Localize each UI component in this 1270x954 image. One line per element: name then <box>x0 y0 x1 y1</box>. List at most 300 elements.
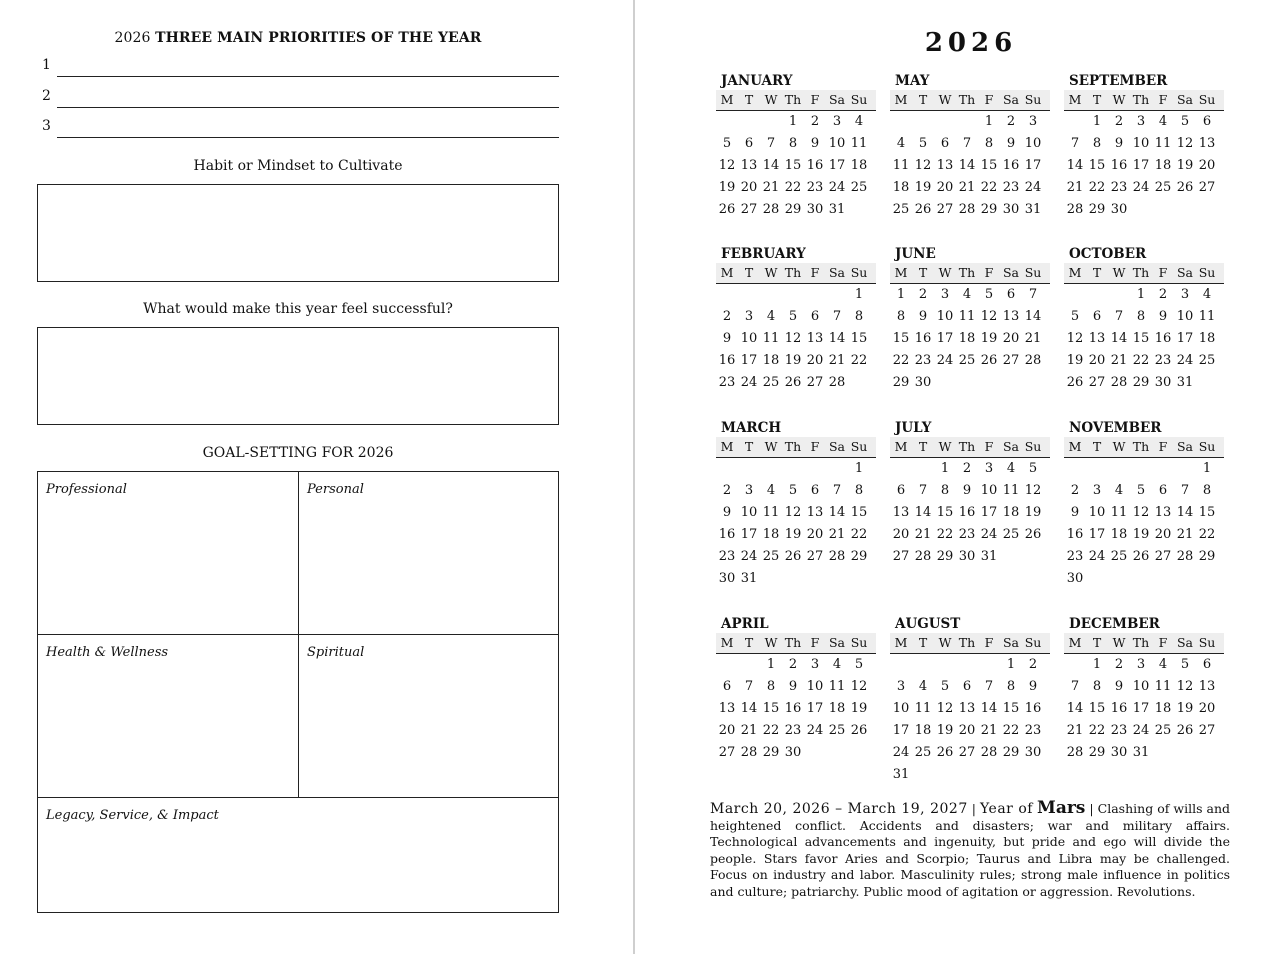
day-cell[interactable]: 13 <box>806 331 824 346</box>
day-cell[interactable]: 6 <box>744 136 754 151</box>
day-cell[interactable]: 1 <box>1202 461 1212 476</box>
day-cell[interactable]: 12 <box>936 701 954 716</box>
day-cell[interactable]: 2 <box>1158 287 1168 302</box>
day-cell[interactable]: 25 <box>1154 723 1172 738</box>
day-cell[interactable]: 17 <box>828 158 846 173</box>
day-cell[interactable]: 4 <box>832 657 842 672</box>
day-cell[interactable]: 8 <box>788 136 798 151</box>
day-cell[interactable]: 8 <box>854 483 864 498</box>
day-cell[interactable]: 26 <box>1066 375 1084 390</box>
day-cell[interactable]: 4 <box>1202 287 1212 302</box>
day-cell[interactable]: 25 <box>1154 180 1172 195</box>
day-cell[interactable]: 15 <box>850 331 868 346</box>
day-cell[interactable]: 25 <box>892 202 910 217</box>
day-cell[interactable]: 25 <box>914 745 932 760</box>
day-cell[interactable]: 16 <box>806 158 824 173</box>
day-cell[interactable]: 7 <box>1028 287 1038 302</box>
day-cell[interactable]: 10 <box>740 331 758 346</box>
day-cell[interactable]: 3 <box>1136 114 1146 129</box>
day-cell[interactable]: 8 <box>940 483 950 498</box>
day-cell[interactable]: 27 <box>1198 723 1216 738</box>
day-cell[interactable]: 10 <box>892 701 910 716</box>
day-cell[interactable]: 4 <box>1006 461 1016 476</box>
day-cell[interactable]: 20 <box>1088 353 1106 368</box>
day-cell[interactable]: 25 <box>1002 527 1020 542</box>
day-cell[interactable]: 5 <box>854 657 864 672</box>
day-cell[interactable]: 12 <box>1176 679 1194 694</box>
day-cell[interactable]: 18 <box>1002 505 1020 520</box>
day-cell[interactable]: 19 <box>1132 527 1150 542</box>
day-cell[interactable]: 22 <box>1198 527 1216 542</box>
day-cell[interactable]: 31 <box>740 571 758 586</box>
day-cell[interactable]: 29 <box>980 202 998 217</box>
day-cell[interactable]: 8 <box>766 679 776 694</box>
day-cell[interactable]: 14 <box>828 331 846 346</box>
day-cell[interactable]: 9 <box>1028 679 1038 694</box>
day-cell[interactable]: 6 <box>810 309 820 324</box>
day-cell[interactable]: 1 <box>854 461 864 476</box>
day-cell[interactable]: 14 <box>762 158 780 173</box>
day-cell[interactable]: 25 <box>1110 549 1128 564</box>
day-cell[interactable]: 30 <box>1110 745 1128 760</box>
day-cell[interactable]: 15 <box>784 158 802 173</box>
day-cell[interactable]: 2 <box>722 309 732 324</box>
day-cell[interactable]: 26 <box>718 202 736 217</box>
day-cell[interactable]: 2 <box>1070 483 1080 498</box>
day-cell[interactable]: 24 <box>740 549 758 564</box>
day-cell[interactable]: 10 <box>936 309 954 324</box>
day-cell[interactable]: 11 <box>1154 136 1172 151</box>
day-cell[interactable]: 2 <box>918 287 928 302</box>
day-cell[interactable]: 29 <box>1088 202 1106 217</box>
day-cell[interactable]: 14 <box>1110 331 1128 346</box>
day-cell[interactable]: 16 <box>718 527 736 542</box>
day-cell[interactable]: 23 <box>914 353 932 368</box>
day-cell[interactable]: 10 <box>980 483 998 498</box>
day-cell[interactable]: 14 <box>914 505 932 520</box>
day-cell[interactable]: 19 <box>1024 505 1042 520</box>
day-cell[interactable]: 30 <box>1110 202 1128 217</box>
day-cell[interactable]: 13 <box>718 701 736 716</box>
day-cell[interactable]: 7 <box>962 136 972 151</box>
day-cell[interactable]: 3 <box>940 287 950 302</box>
day-cell[interactable]: 1 <box>984 114 994 129</box>
day-cell[interactable]: 28 <box>958 202 976 217</box>
priority-line-2[interactable] <box>42 88 559 108</box>
day-cell[interactable]: 14 <box>958 158 976 173</box>
day-cell[interactable]: 12 <box>1132 505 1150 520</box>
day-cell[interactable]: 18 <box>1154 701 1172 716</box>
day-cell[interactable]: 1 <box>766 657 776 672</box>
day-cell[interactable]: 28 <box>1024 353 1042 368</box>
day-cell[interactable]: 19 <box>1176 158 1194 173</box>
day-cell[interactable]: 6 <box>810 483 820 498</box>
day-cell[interactable]: 18 <box>850 158 868 173</box>
day-cell[interactable]: 22 <box>784 180 802 195</box>
day-cell[interactable]: 11 <box>1154 679 1172 694</box>
day-cell[interactable]: 20 <box>892 527 910 542</box>
day-cell[interactable]: 27 <box>740 202 758 217</box>
day-cell[interactable]: 15 <box>1002 701 1020 716</box>
day-cell[interactable]: 30 <box>1002 202 1020 217</box>
day-cell[interactable]: 10 <box>1132 679 1150 694</box>
day-cell[interactable]: 2 <box>788 657 798 672</box>
day-cell[interactable]: 3 <box>832 114 842 129</box>
day-cell[interactable]: 14 <box>980 701 998 716</box>
day-cell[interactable]: 20 <box>1198 701 1216 716</box>
day-cell[interactable]: 12 <box>1176 136 1194 151</box>
day-cell[interactable]: 22 <box>850 353 868 368</box>
day-cell[interactable]: 26 <box>850 723 868 738</box>
day-cell[interactable]: 30 <box>784 745 802 760</box>
day-cell[interactable]: 10 <box>740 505 758 520</box>
goal-cell-spiritual[interactable] <box>299 635 558 798</box>
day-cell[interactable]: 15 <box>1198 505 1216 520</box>
day-cell[interactable]: 13 <box>958 701 976 716</box>
day-cell[interactable]: 23 <box>784 723 802 738</box>
day-cell[interactable]: 5 <box>940 679 950 694</box>
day-cell[interactable]: 18 <box>1198 331 1216 346</box>
day-cell[interactable]: 3 <box>744 483 754 498</box>
day-cell[interactable]: 1 <box>1092 114 1102 129</box>
day-cell[interactable]: 10 <box>1132 136 1150 151</box>
day-cell[interactable]: 11 <box>892 158 910 173</box>
day-cell[interactable]: 21 <box>1176 527 1194 542</box>
day-cell[interactable]: 28 <box>828 549 846 564</box>
day-cell[interactable]: 7 <box>1180 483 1190 498</box>
day-cell[interactable]: 31 <box>1024 202 1042 217</box>
day-cell[interactable]: 10 <box>828 136 846 151</box>
day-cell[interactable]: 6 <box>1006 287 1016 302</box>
day-cell[interactable]: 21 <box>1110 353 1128 368</box>
day-cell[interactable]: 16 <box>1110 158 1128 173</box>
day-cell[interactable]: 30 <box>718 571 736 586</box>
day-cell[interactable]: 24 <box>806 723 824 738</box>
day-cell[interactable]: 3 <box>744 309 754 324</box>
day-cell[interactable]: 27 <box>1088 375 1106 390</box>
day-cell[interactable]: 29 <box>1002 745 1020 760</box>
day-cell[interactable]: 2 <box>1006 114 1016 129</box>
day-cell[interactable]: 2 <box>962 461 972 476</box>
day-cell[interactable]: 10 <box>1024 136 1042 151</box>
day-cell[interactable]: 6 <box>940 136 950 151</box>
day-cell[interactable]: 2 <box>1028 657 1038 672</box>
day-cell[interactable]: 19 <box>980 331 998 346</box>
day-cell[interactable]: 1 <box>1136 287 1146 302</box>
day-cell[interactable]: 5 <box>1180 114 1190 129</box>
day-cell[interactable]: 20 <box>740 180 758 195</box>
day-cell[interactable]: 12 <box>1066 331 1084 346</box>
day-cell[interactable]: 17 <box>1176 331 1194 346</box>
day-cell[interactable]: 15 <box>1088 158 1106 173</box>
day-cell[interactable]: 28 <box>1066 745 1084 760</box>
day-cell[interactable]: 21 <box>828 527 846 542</box>
day-cell[interactable]: 4 <box>918 679 928 694</box>
day-cell[interactable]: 30 <box>1154 375 1172 390</box>
day-cell[interactable]: 8 <box>1092 136 1102 151</box>
day-cell[interactable]: 27 <box>958 745 976 760</box>
day-cell[interactable]: 28 <box>1110 375 1128 390</box>
day-cell[interactable]: 26 <box>914 202 932 217</box>
day-cell[interactable]: 14 <box>1066 701 1084 716</box>
day-cell[interactable]: 7 <box>744 679 754 694</box>
day-cell[interactable]: 3 <box>984 461 994 476</box>
day-cell[interactable]: 28 <box>914 549 932 564</box>
day-cell[interactable]: 11 <box>914 701 932 716</box>
day-cell[interactable]: 1 <box>940 461 950 476</box>
day-cell[interactable]: 24 <box>980 527 998 542</box>
day-cell[interactable]: 18 <box>892 180 910 195</box>
day-cell[interactable]: 13 <box>740 158 758 173</box>
day-cell[interactable]: 20 <box>1154 527 1172 542</box>
day-cell[interactable]: 14 <box>828 505 846 520</box>
day-cell[interactable]: 1 <box>1092 657 1102 672</box>
day-cell[interactable]: 4 <box>1158 114 1168 129</box>
day-cell[interactable]: 12 <box>784 331 802 346</box>
day-cell[interactable]: 4 <box>766 309 776 324</box>
priority-line-1[interactable] <box>42 57 559 77</box>
day-cell[interactable]: 10 <box>1088 505 1106 520</box>
day-cell[interactable]: 21 <box>958 180 976 195</box>
day-cell[interactable]: 15 <box>980 158 998 173</box>
day-cell[interactable]: 15 <box>936 505 954 520</box>
day-cell[interactable]: 22 <box>980 180 998 195</box>
day-cell[interactable]: 18 <box>828 701 846 716</box>
goal-cell-personal[interactable] <box>299 472 558 635</box>
goal-cell-health[interactable] <box>38 635 299 798</box>
day-cell[interactable]: 5 <box>918 136 928 151</box>
day-cell[interactable]: 22 <box>1002 723 1020 738</box>
day-cell[interactable]: 26 <box>784 549 802 564</box>
day-cell[interactable]: 22 <box>762 723 780 738</box>
goal-cell-legacy[interactable] <box>38 798 558 912</box>
day-cell[interactable]: 5 <box>722 136 732 151</box>
day-cell[interactable]: 28 <box>980 745 998 760</box>
day-cell[interactable]: 27 <box>1198 180 1216 195</box>
day-cell[interactable]: 27 <box>936 202 954 217</box>
day-cell[interactable]: 22 <box>850 527 868 542</box>
day-cell[interactable]: 2 <box>1114 657 1124 672</box>
success-box[interactable] <box>37 327 559 425</box>
day-cell[interactable]: 16 <box>784 701 802 716</box>
day-cell[interactable]: 17 <box>740 353 758 368</box>
day-cell[interactable]: 4 <box>1158 657 1168 672</box>
day-cell[interactable]: 7 <box>832 483 842 498</box>
day-cell[interactable]: 20 <box>806 527 824 542</box>
day-cell[interactable]: 12 <box>850 679 868 694</box>
day-cell[interactable]: 27 <box>1154 549 1172 564</box>
day-cell[interactable]: 3 <box>1136 657 1146 672</box>
day-cell[interactable]: 18 <box>958 331 976 346</box>
day-cell[interactable]: 29 <box>1198 549 1216 564</box>
day-cell[interactable]: 11 <box>762 505 780 520</box>
day-cell[interactable]: 23 <box>1154 353 1172 368</box>
day-cell[interactable]: 27 <box>892 549 910 564</box>
day-cell[interactable]: 21 <box>828 353 846 368</box>
day-cell[interactable]: 17 <box>892 723 910 738</box>
day-cell[interactable]: 1 <box>1006 657 1016 672</box>
day-cell[interactable]: 7 <box>1070 679 1080 694</box>
day-cell[interactable]: 24 <box>1176 353 1194 368</box>
day-cell[interactable]: 3 <box>896 679 906 694</box>
day-cell[interactable]: 22 <box>1132 353 1150 368</box>
day-cell[interactable]: 7 <box>1114 309 1124 324</box>
day-cell[interactable]: 26 <box>936 745 954 760</box>
day-cell[interactable]: 23 <box>1066 549 1084 564</box>
day-cell[interactable]: 17 <box>936 331 954 346</box>
day-cell[interactable]: 1 <box>896 287 906 302</box>
day-cell[interactable]: 12 <box>784 505 802 520</box>
day-cell[interactable]: 9 <box>1158 309 1168 324</box>
day-cell[interactable]: 22 <box>936 527 954 542</box>
day-cell[interactable]: 5 <box>984 287 994 302</box>
day-cell[interactable]: 25 <box>828 723 846 738</box>
day-cell[interactable]: 27 <box>806 549 824 564</box>
day-cell[interactable]: 9 <box>788 679 798 694</box>
day-cell[interactable]: 27 <box>718 745 736 760</box>
day-cell[interactable]: 15 <box>1132 331 1150 346</box>
day-cell[interactable]: 12 <box>914 158 932 173</box>
day-cell[interactable]: 19 <box>914 180 932 195</box>
day-cell[interactable]: 24 <box>1132 723 1150 738</box>
day-cell[interactable]: 21 <box>914 527 932 542</box>
day-cell[interactable]: 12 <box>980 309 998 324</box>
day-cell[interactable]: 18 <box>1154 158 1172 173</box>
day-cell[interactable]: 12 <box>1024 483 1042 498</box>
day-cell[interactable]: 31 <box>980 549 998 564</box>
day-cell[interactable]: 23 <box>1110 180 1128 195</box>
day-cell[interactable]: 31 <box>828 202 846 217</box>
day-cell[interactable]: 25 <box>762 375 780 390</box>
day-cell[interactable]: 23 <box>1110 723 1128 738</box>
day-cell[interactable]: 17 <box>740 527 758 542</box>
day-cell[interactable]: 21 <box>762 180 780 195</box>
day-cell[interactable]: 31 <box>892 767 910 782</box>
day-cell[interactable]: 20 <box>1198 158 1216 173</box>
day-cell[interactable]: 5 <box>1180 657 1190 672</box>
day-cell[interactable]: 8 <box>1006 679 1016 694</box>
day-cell[interactable]: 8 <box>854 309 864 324</box>
day-cell[interactable]: 13 <box>936 158 954 173</box>
day-cell[interactable]: 9 <box>810 136 820 151</box>
day-cell[interactable]: 6 <box>896 483 906 498</box>
day-cell[interactable]: 5 <box>788 483 798 498</box>
day-cell[interactable]: 8 <box>984 136 994 151</box>
day-cell[interactable]: 6 <box>1158 483 1168 498</box>
day-cell[interactable]: 16 <box>1002 158 1020 173</box>
day-cell[interactable]: 3 <box>810 657 820 672</box>
day-cell[interactable]: 4 <box>896 136 906 151</box>
priority-line-3[interactable] <box>42 118 559 138</box>
day-cell[interactable]: 28 <box>740 745 758 760</box>
day-cell[interactable]: 18 <box>914 723 932 738</box>
day-cell[interactable]: 2 <box>722 483 732 498</box>
day-cell[interactable]: 9 <box>1006 136 1016 151</box>
day-cell[interactable]: 13 <box>1154 505 1172 520</box>
day-cell[interactable]: 29 <box>850 549 868 564</box>
day-cell[interactable]: 17 <box>1132 158 1150 173</box>
day-cell[interactable]: 18 <box>1110 527 1128 542</box>
day-cell[interactable]: 24 <box>1132 180 1150 195</box>
day-cell[interactable]: 26 <box>1176 180 1194 195</box>
day-cell[interactable]: 11 <box>1198 309 1216 324</box>
day-cell[interactable]: 27 <box>1002 353 1020 368</box>
day-cell[interactable]: 20 <box>718 723 736 738</box>
day-cell[interactable]: 28 <box>1066 202 1084 217</box>
day-cell[interactable]: 17 <box>806 701 824 716</box>
day-cell[interactable]: 16 <box>914 331 932 346</box>
day-cell[interactable]: 29 <box>1088 745 1106 760</box>
day-cell[interactable]: 16 <box>1110 701 1128 716</box>
day-cell[interactable]: 6 <box>722 679 732 694</box>
day-cell[interactable]: 11 <box>850 136 868 151</box>
day-cell[interactable]: 17 <box>1024 158 1042 173</box>
day-cell[interactable]: 23 <box>718 375 736 390</box>
day-cell[interactable]: 19 <box>784 353 802 368</box>
day-cell[interactable]: 24 <box>892 745 910 760</box>
day-cell[interactable]: 30 <box>1024 745 1042 760</box>
day-cell[interactable]: 10 <box>1176 309 1194 324</box>
day-cell[interactable]: 8 <box>1092 679 1102 694</box>
day-cell[interactable]: 28 <box>762 202 780 217</box>
day-cell[interactable]: 15 <box>850 505 868 520</box>
day-cell[interactable]: 21 <box>1066 723 1084 738</box>
day-cell[interactable]: 22 <box>892 353 910 368</box>
day-cell[interactable]: 15 <box>762 701 780 716</box>
day-cell[interactable]: 23 <box>958 527 976 542</box>
day-cell[interactable]: 9 <box>1070 505 1080 520</box>
habit-box[interactable] <box>37 184 559 282</box>
day-cell[interactable]: 24 <box>828 180 846 195</box>
day-cell[interactable]: 5 <box>1136 483 1146 498</box>
day-cell[interactable]: 21 <box>1024 331 1042 346</box>
day-cell[interactable]: 9 <box>918 309 928 324</box>
day-cell[interactable]: 26 <box>980 353 998 368</box>
day-cell[interactable]: 14 <box>1024 309 1042 324</box>
day-cell[interactable]: 22 <box>1088 180 1106 195</box>
day-cell[interactable]: 29 <box>762 745 780 760</box>
day-cell[interactable]: 9 <box>722 331 732 346</box>
day-cell[interactable]: 11 <box>958 309 976 324</box>
day-cell[interactable]: 8 <box>1202 483 1212 498</box>
day-cell[interactable]: 11 <box>828 679 846 694</box>
day-cell[interactable]: 5 <box>1070 309 1080 324</box>
day-cell[interactable]: 11 <box>1002 483 1020 498</box>
day-cell[interactable]: 28 <box>828 375 846 390</box>
day-cell[interactable]: 26 <box>1024 527 1042 542</box>
day-cell[interactable]: 23 <box>1024 723 1042 738</box>
day-cell[interactable]: 5 <box>1028 461 1038 476</box>
day-cell[interactable]: 8 <box>1136 309 1146 324</box>
day-cell[interactable]: 17 <box>1088 527 1106 542</box>
day-cell[interactable]: 24 <box>936 353 954 368</box>
day-cell[interactable]: 29 <box>936 549 954 564</box>
day-cell[interactable]: 14 <box>1066 158 1084 173</box>
day-cell[interactable]: 24 <box>740 375 758 390</box>
day-cell[interactable]: 25 <box>850 180 868 195</box>
day-cell[interactable]: 7 <box>1070 136 1080 151</box>
day-cell[interactable]: 18 <box>762 527 780 542</box>
day-cell[interactable]: 2 <box>1114 114 1124 129</box>
day-cell[interactable]: 11 <box>762 331 780 346</box>
day-cell[interactable]: 4 <box>1114 483 1124 498</box>
day-cell[interactable]: 26 <box>1176 723 1194 738</box>
day-cell[interactable]: 20 <box>958 723 976 738</box>
day-cell[interactable]: 6 <box>1202 114 1212 129</box>
day-cell[interactable]: 4 <box>854 114 864 129</box>
day-cell[interactable]: 4 <box>766 483 776 498</box>
day-cell[interactable]: 19 <box>718 180 736 195</box>
